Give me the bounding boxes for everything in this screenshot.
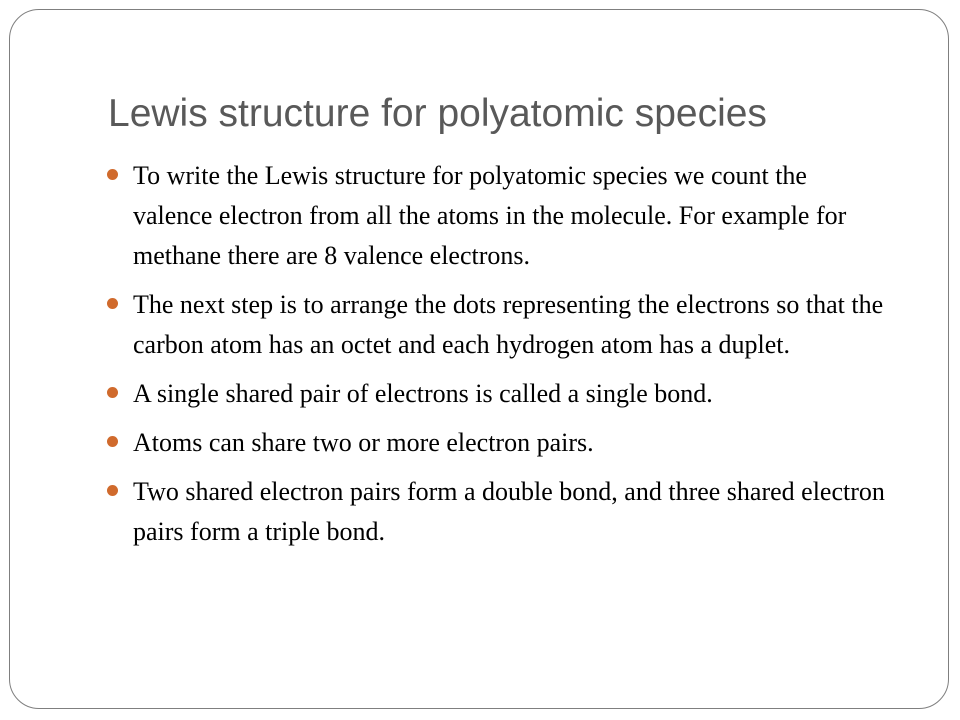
- bullet-dot-icon: [107, 436, 118, 447]
- bullet-list: [106, 156, 886, 561]
- bullet-dot-icon: [107, 387, 118, 398]
- bullet-dot-icon: [107, 169, 118, 180]
- bullet-item: [106, 374, 886, 414]
- bullet-dot-icon: [107, 298, 118, 309]
- bullet-text: Atoms can share two or more electron pairs.: [133, 428, 594, 457]
- bullet-text: The next step is to arrange the dots representing the electrons so that the carbon atom has an octet and each hydrogen atom has a duplet.: [133, 290, 884, 359]
- bullet-item: [106, 423, 886, 463]
- bullet-item: [106, 156, 886, 276]
- bullet-item: [106, 472, 886, 552]
- bullet-text: To write the Lewis structure for polyatomic species we count the valence electron from all the atoms in the molecule. For example for methane there are 8 valence electrons.: [133, 161, 847, 270]
- bullet-text: Two shared electron pairs form a double bond, and three shared electron pairs form a triple bond.: [133, 477, 885, 546]
- slide-title: Lewis structure for polyatomic species: [108, 92, 767, 135]
- bullet-text: A single shared pair of electrons is called a single bond.: [133, 379, 713, 408]
- bullet-item: [106, 285, 886, 365]
- bullet-dot-icon: [107, 485, 118, 496]
